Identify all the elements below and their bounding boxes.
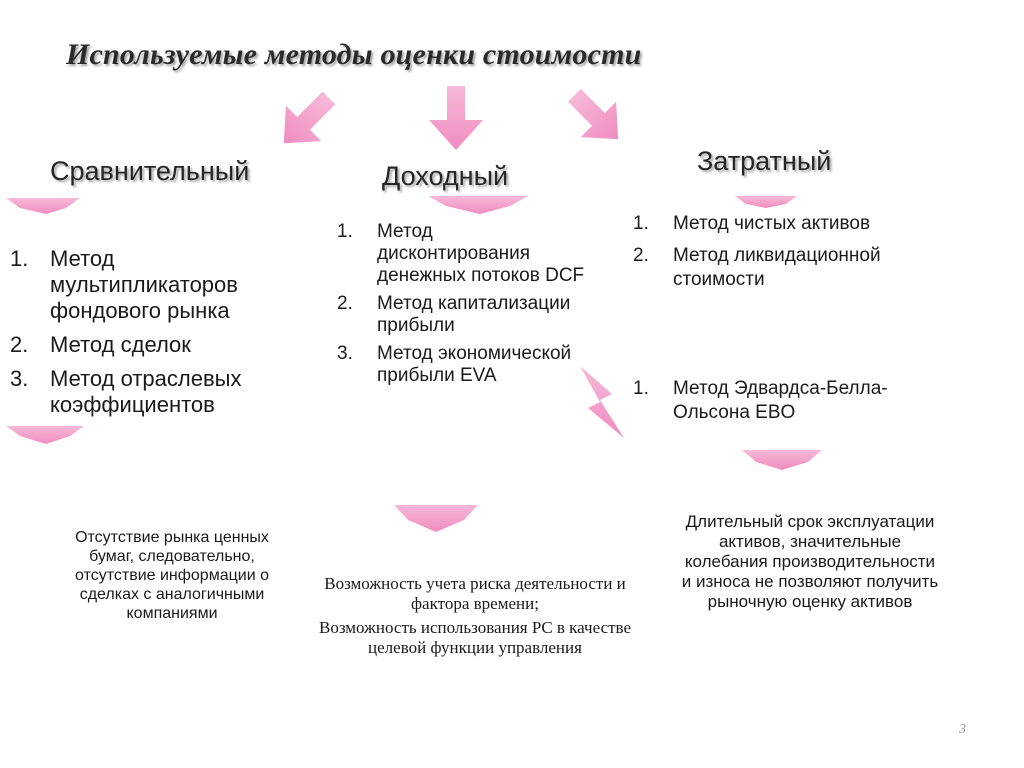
list-item: 1. Метод дисконтирования денежных потоков DCF xyxy=(337,221,585,286)
income-note xyxy=(305,574,645,658)
chevron-down-icon xyxy=(735,196,797,208)
chevron-down-icon xyxy=(394,505,478,532)
income-note-line: Возможность учета риска деятельности и фактора времени; xyxy=(324,574,626,613)
page-title: Используемые методы оценки стоимости xyxy=(66,38,642,71)
income-note-line: Возможность использования PC в качестве целевой функции управления xyxy=(318,618,632,657)
income-methods-list xyxy=(337,221,587,393)
chevron-down-icon xyxy=(6,426,84,444)
cost-methods-list xyxy=(633,212,893,300)
heading-income: Доходный xyxy=(382,161,509,191)
comparative-methods-list xyxy=(10,246,300,426)
comparative-note: Отсутствие рынка ценных бумаг, следовательно, отсутствие информации о сделках с аналогичными компаниями xyxy=(75,529,269,622)
chevron-down-icon xyxy=(428,196,528,214)
list-item: 1. Метод Эдвардса-Белла-Ольсона EBO xyxy=(633,378,888,423)
arrow-to-income-icon xyxy=(429,86,483,150)
list-item: 1. Метод мультипликаторов фондового рынка xyxy=(10,246,238,323)
cost-methods-extra-list xyxy=(633,377,893,433)
heading-cost: Затратный xyxy=(697,146,832,176)
chevron-down-icon xyxy=(6,198,80,214)
list-item: 1. Метод чистых активов xyxy=(633,213,871,234)
list-item: 2. Метод капитализации прибыли xyxy=(337,293,571,336)
list-item: 3. Метод отраслевых коэффициентов xyxy=(10,366,242,417)
list-item: 3. Метод экономической прибыли EVA xyxy=(337,343,572,386)
chevron-down-icon xyxy=(742,450,822,470)
cost-note: Длительный срок эксплуатации активов, значительные колебания производительности и износа не позволяют получить рыночную оценку активов xyxy=(681,512,939,611)
arrow-to-comparative-icon xyxy=(266,80,347,161)
arrow-to-cost-icon xyxy=(557,78,636,157)
page-number: 3 xyxy=(959,722,966,737)
list-item: 2. Метод сделок xyxy=(10,332,191,357)
list-item: 2. Метод ликвидационной стоимости xyxy=(633,245,881,290)
heading-comparative: Сравнительный xyxy=(50,156,250,186)
